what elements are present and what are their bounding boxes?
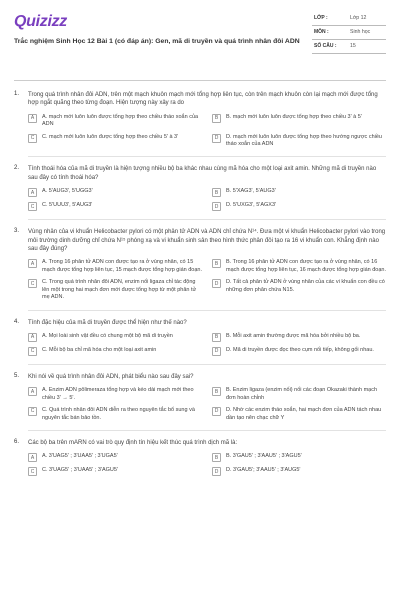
question-number: 6. [14,439,20,445]
option-text: A. mạch mới luôn luôn được tổng hợp theo chiều tháo xoắn của ADN [42,113,199,128]
answer-option[interactable] [212,259,386,274]
question-number: 2. [14,165,20,172]
option-letter-box[interactable]: C [28,279,37,288]
option-letter-box[interactable]: D [212,407,221,416]
question-list [14,91,386,476]
option-letter-box[interactable]: D [212,134,221,143]
answer-option[interactable] [28,114,202,129]
question-separator [28,430,386,431]
answer-option[interactable] [28,134,202,149]
option-text: B. Mỗi axit amin thường được mã hóa bởi nhiều bộ ba. [226,332,361,339]
answer-options [28,188,386,211]
meta-table [312,12,386,54]
question-text: Tính đặc hiệu của mã di truyền được thể hiện như thế nào? [28,319,187,326]
answer-option[interactable] [28,188,202,197]
option-text: A. Enzim ADN pôlimeraza tổng hợp và kéo dài mạch mới theo chiều 3' → 5'. [42,387,194,401]
option-letter-box[interactable]: C [28,407,37,416]
option-text: D. Mã di truyền được đọc theo cụm nối tiếp, không gối nhau. [226,346,374,353]
answer-option[interactable] [212,279,386,301]
option-text: D. Tất cả phân tử ADN ở vùng nhân của các vi khuẩn con đều có những đơn phân chứa N15. [226,279,385,293]
option-letter-box[interactable]: A [28,188,37,197]
question-number: 5. [14,372,20,379]
option-letter-box[interactable]: A [28,333,37,342]
answer-option[interactable] [212,467,386,476]
option-letter-box[interactable]: D [212,202,221,211]
meta-label: MÔN : [314,29,329,35]
answer-option[interactable] [28,347,202,356]
question-text: Tính thoái hóa của mã di truyền là hiện tượng nhiều bộ ba khác nhau cùng mã hóa cho một loại axit amin. Những mã di truyền nào sau đây có tính thoái hóa? [28,166,377,181]
question-text: Các bộ ba trên mARN có vai trò quy định tín hiệu kết thúc quá trình dịch mã là: [28,440,238,446]
option-text: D. mạch mới luôn luôn được tổng hợp theo hướng ngược chiều tháo xoắn của ADN [226,133,382,148]
option-letter-box[interactable]: B [212,259,221,268]
meta-value: Sinh học [350,29,371,35]
option-text: D. 3'GAU5'; 3'AAU5' ; 3'AUG5' [226,467,301,474]
question-item [14,228,386,301]
question-item [14,319,386,356]
option-text: B. 5'XAG3', 5'AUG3' [226,188,276,195]
answer-option[interactable] [212,387,386,402]
option-letter-box[interactable]: B [212,188,221,197]
question-body [28,373,386,422]
option-text: B. Enzim ligaza (enzim nối) nối các đoạn Okazaki thành mạch đơn hoàn chỉnh [226,387,378,401]
option-letter-box[interactable]: D [212,347,221,356]
answer-option[interactable] [28,387,202,402]
answer-option[interactable] [212,333,386,342]
meta-label: SỐ CÂU : [314,43,337,49]
question-number: 1. [14,91,20,97]
answer-options [28,453,386,476]
option-text: B. mạch mới luôn luôn được tổng hợp theo chiều 3' à 5' [226,113,362,120]
question-separator [28,219,386,220]
option-text: A. 5'AUG3', 5'UGG3' [42,188,93,195]
question-number: 4. [14,318,20,325]
answer-option[interactable] [28,333,202,342]
question-item [14,165,386,211]
brand-logo: Quizizz [14,13,68,30]
question-separator [28,156,386,157]
option-letter-box[interactable]: A [28,453,37,462]
option-letter-box[interactable]: B [212,453,221,462]
meta-value: Lớp 12 [350,15,367,21]
option-text: D. Nhờ các enzim tháo xoắn, hai mạch đơn của ADN tách nhau dần tạo nên chạc chữ Y [226,407,382,421]
page-title: Trắc nghiệm Sinh Học 12 Bài 1 (có đáp án): Gen, mã di truyền và quá trình nhân đôi ADN [14,37,300,45]
meta-row-subject [312,26,386,40]
answer-option[interactable] [28,202,202,211]
meta-row-count [312,40,386,54]
option-text: A. Mọi loài sinh vật đều có chung một bộ mã di truyền [42,332,173,339]
option-text: B. Trong 16 phân tử ADN con được tạo ra ở vùng nhân, có 16 mạch được tổng hợp liên tục, 16 mạch được tổng hợp gián đoạn. [226,259,386,273]
question-separator [28,310,386,311]
question-body [28,319,386,356]
option-letter-box[interactable]: C [28,202,37,211]
question-body [28,439,386,476]
option-letter-box[interactable]: C [28,347,37,356]
option-text: B. 3'GAU5' ; 3'AAU5' ; 3'AGU5' [226,453,302,460]
question-item [14,439,386,476]
option-text: C. Trong quá trình nhân đôi ADN, enzim nối ligaza chỉ tác động lên một trong hai mạch đơn mới được tổng hợp từ một phân tử mẹ ADN. [42,279,197,301]
option-text: D. 5'UXG3', 5'AGX3' [226,202,277,209]
answer-option[interactable] [28,407,202,422]
answer-option[interactable] [212,347,386,356]
answer-options [28,259,386,301]
answer-option[interactable] [28,279,202,301]
answer-option[interactable] [212,453,386,462]
option-letter-box[interactable]: C [28,134,37,143]
option-text: C. 5'UUU3', 5'AUG3' [42,202,93,209]
question-item [14,91,386,148]
answer-option[interactable] [28,259,202,274]
option-text: C. Mỗi bộ ba chỉ mã hóa cho một loại axit amin [42,346,157,353]
option-letter-box[interactable]: B [212,333,221,342]
option-text: C. Quá trình nhân đôi ADN diễn ra theo nguyên tắc bổ sung và nguyên tắc bán bảo tồn. [42,407,195,421]
option-letter-box[interactable]: B [212,387,221,396]
question-body [28,91,386,148]
question-number: 3. [14,228,20,235]
answer-options [28,333,386,356]
answer-option[interactable] [212,134,386,149]
option-letter-box[interactable]: D [212,467,221,476]
question-body [28,228,386,301]
header [14,12,386,70]
answer-option[interactable] [212,114,386,129]
question-body [28,165,386,211]
option-letter-box[interactable]: A [28,259,37,268]
option-letter-box[interactable]: A [28,387,37,396]
option-text: A. 3'UAG5' ; 3'UAA5' ; 3'UGA5' [42,453,118,460]
answer-option[interactable] [212,202,386,211]
option-text: A. Trong 16 phân tử ADN con được tạo ra ở vùng nhân, có 15 mạch được tổng hợp liên tục, 15 mạch được tổng hợp gián đoạn. [42,259,202,273]
meta-row-class [312,12,386,26]
question-text: Trong quá trình nhân đôi ADN, trên một mạch khuôn mạch mới tổng hợp liên tục, còn trên mạch khuôn còn lại mạch mới được tổng hợp ngắt quãng theo từng đoạn. Hiện tượng này xảy ra do [28,92,378,107]
option-letter-box[interactable]: A [28,114,37,123]
option-letter-box[interactable]: B [212,114,221,123]
answer-option[interactable] [212,407,386,422]
question-item [14,373,386,422]
answer-option[interactable] [212,188,386,197]
header-left [14,12,304,46]
meta-label: LỚP : [314,15,328,21]
question-text: Khi nói về quá trình nhân đôi ADN, phát biểu nào sau đây sai? [28,373,194,380]
meta-value: 15 [350,43,356,49]
option-letter-box[interactable]: D [212,279,221,288]
option-text: C. mạch mới luôn luôn được tổng hợp theo chiều 5' à 3' [42,133,179,140]
question-separator [28,364,386,365]
question-text: Vùng nhân của vi khuẩn Helicobacter pylori có một phân tử ADN và ADN chỉ chứa N¹⁴. Đưa một vi khuẩn Helicobacter pylori vào trong môi trường dinh dưỡng chỉ chứa N¹⁵ phóng xạ và vi khuẩn sinh sản theo hình thức phân đôi tạo ra 16 vi khuẩn con. Khẳng định nào sau đây đúng? [28,229,386,253]
option-text: C. 3'UAG5' ; 3'UAA5' ; 3'AGU5' [42,467,118,474]
divider [14,80,386,81]
answer-option[interactable] [28,467,202,476]
answer-options [28,387,386,422]
option-letter-box[interactable]: C [28,467,37,476]
answer-options [28,114,386,149]
answer-option[interactable] [28,453,202,462]
